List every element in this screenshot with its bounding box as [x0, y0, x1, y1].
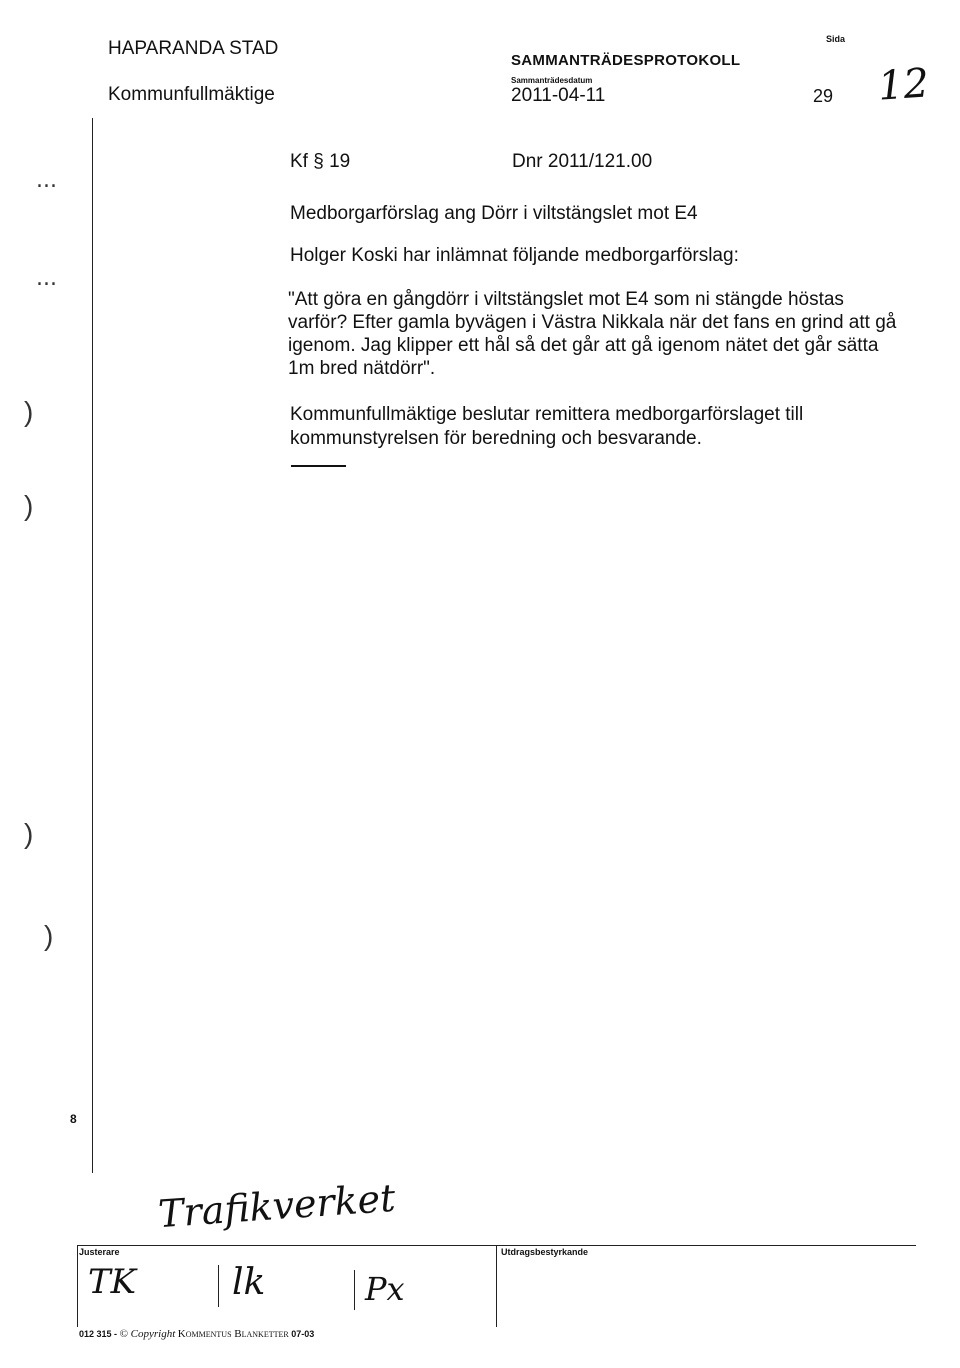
page-label: Sida — [826, 34, 846, 44]
form-maker: Kommentus Blanketter — [177, 1328, 289, 1340]
decision-text: Kommunfullmäktige beslutar remittera medborgarförslaget till kommunstyrelsen för beredning och besvarande. — [290, 404, 804, 449]
copyright-text: © Copyright — [119, 1328, 176, 1340]
signature-divider — [496, 1245, 497, 1327]
paragraph-number: Kf § 19 — [290, 151, 351, 172]
handwritten-page-number: 12 — [876, 60, 931, 110]
initials-divider — [354, 1270, 355, 1310]
punch-hole-mark: ) — [44, 920, 54, 951]
margin-dots: ... — [36, 168, 57, 193]
citizen-proposal-quote: "Att göra en gångdörr i viltstängslet mot E4 som ni stängde höstas varför? Efter gamla byvägen i Västra Nikkala när det fans en grind att gå igenom. Jag klipper ett hål så det går att gå igenom nätet det går sätta 1m bred nätdörr". — [288, 289, 897, 379]
meeting-date: 2011-04-11 — [511, 85, 606, 106]
punch-hole-mark: ) — [24, 490, 34, 521]
organization-name: HAPARANDA STAD — [108, 38, 279, 59]
form-code: 012 315 - — [79, 1329, 118, 1339]
form-footer — [79, 1328, 314, 1340]
protocol-title: SAMMANTRÄDESPROTOKOLL — [511, 52, 741, 69]
governing-body: Kommunfullmäktige — [108, 84, 275, 105]
handwritten-note: Trafikverket — [156, 1175, 397, 1237]
initials-signature: lk — [232, 1262, 266, 1303]
punch-hole-mark: ) — [24, 818, 34, 849]
item-title: Medborgarförslag ang Dörr i viltstängslet mot E4 — [290, 203, 698, 224]
initials-divider — [218, 1265, 219, 1307]
intro-text: Holger Koski har inlämnat följande medborgarförslag: — [290, 245, 739, 266]
form-version: 07-03 — [291, 1329, 315, 1339]
initials-signature: TK — [88, 1262, 137, 1302]
justerare-label: Justerare — [79, 1247, 120, 1257]
left-rule — [92, 118, 93, 1173]
signature-divider — [77, 1245, 78, 1327]
page-number: 29 — [813, 86, 834, 106]
meeting-date-label: Sammanträdesdatum — [511, 76, 593, 85]
initials-signature: Px — [365, 1270, 405, 1308]
punch-hole-mark: ) — [24, 396, 34, 427]
margin-dots: ... — [36, 266, 57, 291]
margin-number: 8 — [70, 1112, 77, 1126]
registration-number: Dnr 2011/121.00 — [512, 151, 653, 172]
utdragsbestyrkande-label: Utdragsbestyrkande — [501, 1247, 589, 1257]
end-rule — [291, 465, 346, 467]
